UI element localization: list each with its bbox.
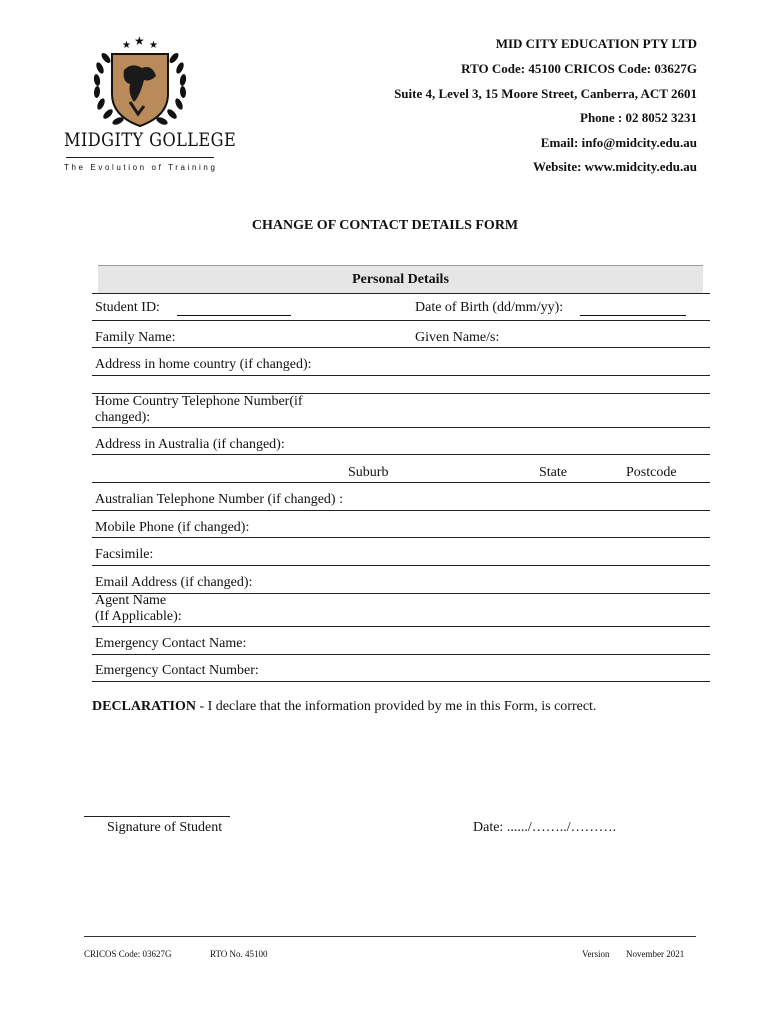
svg-text:★: ★: [122, 40, 131, 51]
footer-rule: [84, 936, 696, 937]
home-address-label: Address in home country (if changed):: [95, 357, 312, 372]
aus-address-label: Address in Australia (if changed):: [95, 437, 285, 452]
logo-tagline: The Evolution of Training: [64, 163, 218, 172]
form-title: CHANGE OF CONTACT DETAILS FORM: [251, 218, 519, 233]
date-field[interactable]: Date: ....../……../……….: [473, 820, 617, 835]
agent-label-cont: (If Applicable):: [95, 609, 182, 624]
agent-field[interactable]: [92, 626, 710, 627]
emergency-number-field[interactable]: [92, 681, 710, 682]
college-logo: [64, 36, 237, 176]
aus-phone-label: Australian Telephone Number (if changed) :: [95, 492, 343, 507]
fax-label: Facsimile:: [95, 547, 154, 562]
family-name-field[interactable]: [92, 347, 710, 348]
svg-text:★: ★: [134, 36, 145, 48]
family-name-label: Family Name:: [95, 330, 176, 345]
row-divider: [92, 293, 710, 294]
home-phone-field[interactable]: [92, 427, 710, 428]
emergency-name-label: Emergency Contact Name:: [95, 636, 247, 651]
company-website: Website: www.midcity.edu.au: [533, 159, 697, 174]
aus-address-field[interactable]: [92, 454, 710, 455]
emergency-number-label: Emergency Contact Number:: [95, 663, 259, 678]
student-id-label: Student ID:: [95, 300, 160, 315]
home-address-field[interactable]: [92, 375, 710, 376]
fax-field[interactable]: [92, 565, 710, 566]
section-title: Personal Details: [352, 272, 449, 287]
footer-version-label: Version: [582, 949, 610, 959]
declaration-text: - I declare that the information provided by me in this Form, is correct.: [195, 699, 597, 714]
company-phone: Phone : 02 8052 3231: [580, 110, 697, 125]
home-phone-label-cont: changed):: [95, 410, 151, 425]
signature-label: Signature of Student: [107, 820, 223, 835]
dob-field[interactable]: [580, 301, 686, 316]
aus-phone-field[interactable]: [92, 510, 710, 511]
mobile-field[interactable]: [92, 537, 710, 538]
student-id-field[interactable]: [177, 301, 291, 316]
company-address: Suite 4, Level 3, 15 Moore Street, Canberra, ACT 2601: [394, 86, 697, 101]
state-label: State: [539, 465, 567, 480]
email-label: Email Address (if changed):: [95, 575, 253, 590]
email-field[interactable]: [92, 593, 710, 594]
mobile-label: Mobile Phone (if changed):: [95, 520, 250, 535]
logo-rule: [66, 157, 214, 158]
logo-wordmark: MIDGITY GOLLEGE: [64, 129, 237, 151]
registration-codes: RTO Code: 45100 CRICOS Code: 03627G: [461, 61, 697, 76]
aus-address-field-line2[interactable]: [92, 482, 710, 483]
dob-label: Date of Birth (dd/mm/yy):: [415, 300, 564, 315]
svg-text:★: ★: [149, 40, 158, 51]
home-phone-label: Home Country Telephone Number(if: [95, 394, 303, 409]
emergency-name-field[interactable]: [92, 654, 710, 655]
footer-rto: RTO No. 45100: [210, 949, 268, 959]
company-email: Email: info@midcity.edu.au: [540, 135, 697, 150]
given-names-label: Given Name/s:: [415, 330, 500, 345]
row-divider: [92, 320, 710, 321]
crest-icon: [64, 36, 216, 131]
declaration: [92, 699, 596, 715]
agent-label: Agent Name: [95, 593, 167, 608]
signature-field[interactable]: [84, 816, 230, 817]
suburb-label: Suburb: [348, 465, 389, 480]
footer-version-date: November 2021: [626, 949, 685, 959]
postcode-label: Postcode: [626, 465, 677, 480]
footer-cricos: CRICOS Code: 03627G: [84, 949, 172, 959]
company-name: MID CITY EDUCATION PTY LTD: [495, 36, 697, 51]
declaration-heading: DECLARATION: [92, 699, 196, 714]
